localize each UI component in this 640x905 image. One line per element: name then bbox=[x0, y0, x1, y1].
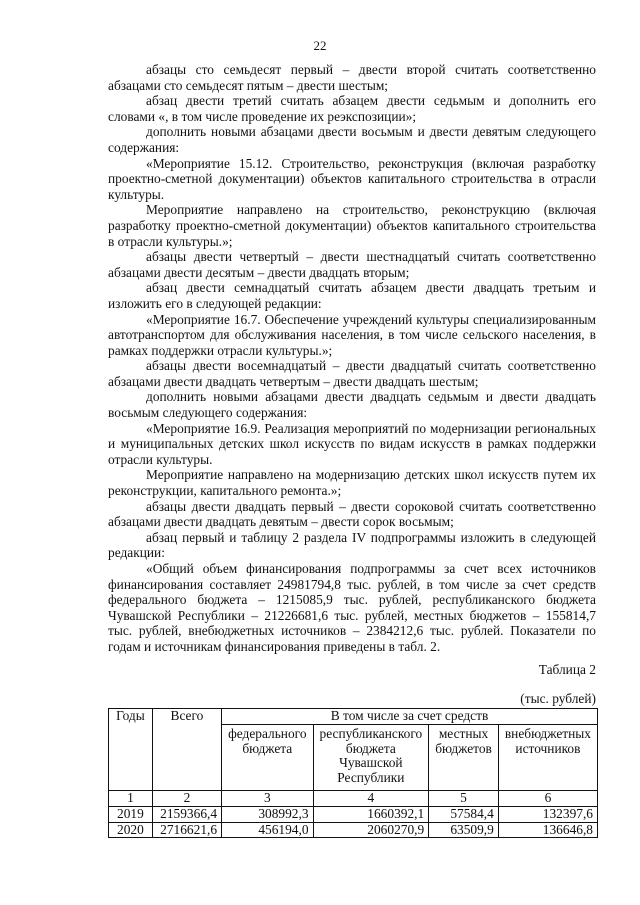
column-number: 4 bbox=[313, 790, 429, 806]
column-number: 5 bbox=[429, 790, 499, 806]
cell-extra: 136646,8 bbox=[498, 822, 597, 838]
page-number: 22 bbox=[313, 38, 327, 53]
paragraph: абзац двести семнадцатый считать абзацем двести двадцать третьим и изложить его в следующей редакции: bbox=[108, 280, 596, 311]
document-body bbox=[108, 62, 596, 655]
table-row bbox=[109, 822, 598, 838]
paragraph: абзацы двести двадцать первый – двести сороковой считать соответственно абзацами двести двадцать девятым – двести сорок восьмым; bbox=[108, 498, 596, 530]
cell-year: 2020 bbox=[109, 822, 153, 838]
header-republican: республиканского бюджета Чувашской Республики bbox=[313, 724, 429, 790]
financing-table bbox=[108, 708, 598, 838]
header-extra: внебюджетных источников bbox=[498, 724, 597, 790]
paragraph: «Общий объем финансирования подпрограммы за счет всех источников финансирования составляет 24981794,8 тыс. рублей, в том числе за счет средств федерального бюджета – 1215085,9 тыс. рублей, республиканского бюджета Чувашской Республики – 21226681,6 тыс. рублей, местных бюджетов – 155814,7 тыс. рублей, внебюджетных источников – 2384212,6 тыс. рублей. Показатели по годам и источникам финансирования приведены в табл. 2. bbox=[108, 561, 596, 654]
header-federal: федерального бюджета bbox=[222, 724, 313, 790]
paragraph: абзац двести третий считать абзацем двести седьмым и дополнить его словами «, в том числе проведение их реэкспозиции»; bbox=[108, 93, 596, 124]
paragraph: дополнить новыми абзацами двести двадцать седьмым и двести двадцать восьмым следующего содержания: bbox=[108, 389, 596, 421]
cell-extra: 132397,6 bbox=[498, 806, 597, 822]
paragraph: «Мероприятие 16.7. Обеспечение учреждений культуры специализированным автотранспортом для обслуживания населения, в том числе сельского населения, в рамках поддержки отрасли культуры.»; bbox=[108, 311, 596, 358]
paragraph: абзацы двести четвертый – двести шестнадцатый считать соответственно абзацами двести десятым – двести двадцать вторым; bbox=[108, 249, 596, 280]
cell-republican: 2060270,9 bbox=[313, 822, 429, 838]
cell-year: 2019 bbox=[109, 806, 153, 822]
paragraph: Мероприятие направлено на строительство, реконструкцию (включая разработку проектно-сметной документации) объектов капитального строительства в отрасли культуры.»; bbox=[108, 202, 596, 249]
paragraph: абзац первый и таблицу 2 раздела IV подпрограммы изложить в следующей редакции: bbox=[108, 529, 596, 561]
paragraph: дополнить новыми абзацами двести восьмым и двести девятым следующего содержания: bbox=[108, 124, 596, 155]
cell-total: 2716621,6 bbox=[152, 822, 221, 838]
column-number: 3 bbox=[222, 790, 313, 806]
cell-total: 2159366,4 bbox=[152, 806, 221, 822]
paragraph: Мероприятие направлено на модернизацию детских школ искусств путем их реконструкции, капитального ремонта.»; bbox=[108, 467, 596, 499]
cell-local: 57584,4 bbox=[429, 806, 499, 822]
table-caption: Таблица 2 bbox=[538, 662, 596, 677]
cell-local: 63509,9 bbox=[429, 822, 499, 838]
paragraph: «Мероприятие 16.9. Реализация мероприятий по модернизации региональных и муниципальных детских школ искусств по видам искусств в рамках поддержки отрасли культуры. bbox=[108, 420, 596, 467]
header-local: местных бюджетов bbox=[429, 724, 499, 790]
cell-federal: 456194,0 bbox=[222, 822, 313, 838]
header-sources-group: В том числе за счет средств bbox=[222, 709, 598, 725]
column-number: 2 bbox=[152, 790, 221, 806]
header-years: Годы bbox=[109, 709, 153, 791]
header-total: Всего bbox=[152, 709, 221, 791]
cell-federal: 308992,3 bbox=[222, 806, 313, 822]
paragraph: абзацы двести восемнадцатый – двести двадцатый считать соответственно абзацами двести двадцать четвертым – двести двадцать шестым; bbox=[108, 358, 596, 389]
paragraph: «Мероприятие 15.12. Строительство, реконструкция (включая разработку проектно-сметной документации) объектов капитального строительства в отрасли культуры. bbox=[108, 155, 596, 202]
table-row bbox=[109, 806, 598, 822]
column-number: 1 bbox=[109, 790, 153, 806]
cell-republican: 1660392,1 bbox=[313, 806, 429, 822]
paragraph: абзацы сто семьдесят первый – двести второй считать соответственно абзацами сто семьдесят пятым – двести шестым; bbox=[108, 62, 596, 93]
column-number: 6 bbox=[498, 790, 597, 806]
table-units: (тыс. рублей) bbox=[520, 691, 596, 706]
